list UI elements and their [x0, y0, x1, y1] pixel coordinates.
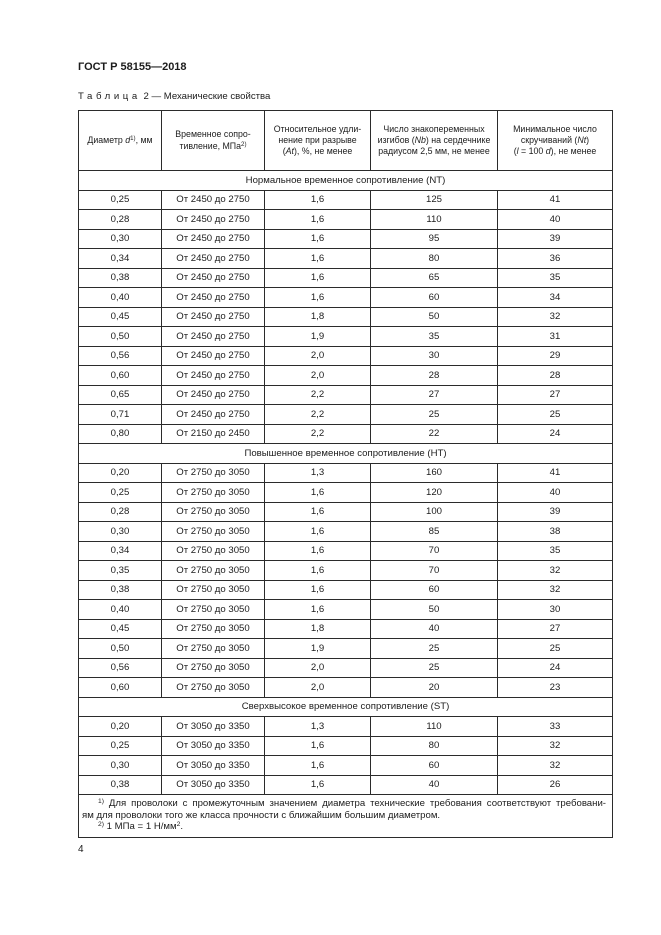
cell-twists: 25: [498, 405, 613, 425]
caption-label: Таблица: [78, 91, 141, 102]
cell-elongation: 1,6: [265, 483, 371, 503]
footnote-ref-2: 2): [241, 140, 247, 148]
header-tensile-strength: [162, 111, 265, 171]
cell-elongation: 1,3: [265, 463, 371, 483]
cell-elongation: 2,2: [265, 424, 371, 444]
cell-elongation: 1,9: [265, 327, 371, 347]
header-text: нение при разрыве: [278, 134, 357, 145]
cell-bends: 40: [371, 619, 498, 639]
cell-bends: 22: [371, 424, 498, 444]
symbol-nt: Nt: [577, 134, 587, 145]
cell-elongation: 2,0: [265, 678, 371, 698]
header-text: ): [586, 134, 590, 145]
cell-tensile-strength: От 2450 до 2750: [162, 327, 265, 347]
header-text: ), не менее: [550, 146, 597, 157]
cell-tensile-strength: От 2450 до 2750: [162, 268, 265, 288]
cell-elongation: 1,6: [265, 190, 371, 210]
cell-elongation: 1,6: [265, 522, 371, 542]
cell-bends: 25: [371, 639, 498, 659]
cell-tensile-strength: От 2750 до 3050: [162, 639, 265, 659]
cell-twists: 27: [498, 385, 613, 405]
cell-bends: 70: [371, 561, 498, 581]
cell-diameter: 0,38: [79, 268, 162, 288]
cell-tensile-strength: От 2750 до 3050: [162, 463, 265, 483]
cell-elongation: 1,6: [265, 502, 371, 522]
cell-tensile-strength: От 2750 до 3050: [162, 483, 265, 503]
cell-elongation: 1,6: [265, 210, 371, 230]
header-text: Число знакопеременных: [383, 123, 485, 134]
cell-elongation: 1,6: [265, 756, 371, 776]
cell-elongation: 1,6: [265, 580, 371, 600]
table-row: [79, 580, 613, 600]
footnote-2: [82, 821, 606, 833]
cell-bends: 160: [371, 463, 498, 483]
cell-diameter: 0,40: [79, 288, 162, 308]
cell-tensile-strength: От 2450 до 2750: [162, 229, 265, 249]
cell-diameter: 0,45: [79, 619, 162, 639]
header-text: изгибов (: [377, 134, 415, 145]
cell-twists: 35: [498, 541, 613, 561]
cell-elongation: 1,8: [265, 619, 371, 639]
header-text: ) на сердечнике: [425, 134, 491, 145]
cell-bends: 35: [371, 327, 498, 347]
footnote-text: 1 МПа = 1 Н/мм: [106, 821, 177, 832]
table-row: [79, 405, 613, 425]
header-text: радиусом 2,5 мм, не менее: [378, 146, 490, 157]
cell-bends: 80: [371, 249, 498, 269]
cell-twists: 41: [498, 190, 613, 210]
table-row: [79, 756, 613, 776]
cell-tensile-strength: От 2750 до 3050: [162, 522, 265, 542]
cell-tensile-strength: От 2450 до 2750: [162, 405, 265, 425]
cell-twists: 39: [498, 502, 613, 522]
cell-tensile-strength: От 2450 до 2750: [162, 366, 265, 386]
cell-elongation: 2,0: [265, 658, 371, 678]
table-body: [79, 171, 613, 795]
cell-tensile-strength: От 2450 до 2750: [162, 190, 265, 210]
header-text: скручиваний (: [520, 134, 578, 145]
cell-tensile-strength: От 2750 до 3050: [162, 561, 265, 581]
cell-elongation: 2,0: [265, 366, 371, 386]
cell-bends: 40: [371, 775, 498, 795]
table-row: [79, 502, 613, 522]
table-row: [79, 346, 613, 366]
cell-diameter: 0,60: [79, 678, 162, 698]
symbol-nb: Nb: [414, 134, 426, 145]
cell-diameter: 0,50: [79, 327, 162, 347]
header-bends: [371, 111, 498, 171]
symbol-d: d: [125, 134, 131, 145]
cell-bends: 27: [371, 385, 498, 405]
group-title: Нормальное временное сопротивление (NT): [79, 171, 613, 191]
cell-elongation: 1,8: [265, 307, 371, 327]
cell-tensile-strength: От 2450 до 2750: [162, 346, 265, 366]
cell-twists: 40: [498, 210, 613, 230]
cell-diameter: 0,45: [79, 307, 162, 327]
table-row: [79, 424, 613, 444]
cell-bends: 100: [371, 502, 498, 522]
table-row: [79, 658, 613, 678]
table-row: [79, 717, 613, 737]
footnote-ref-1: 1): [130, 135, 136, 143]
cell-diameter: 0,28: [79, 210, 162, 230]
cell-diameter: 0,56: [79, 658, 162, 678]
footnote-mark: 2): [98, 820, 104, 828]
header-text: Диаметр: [87, 134, 126, 145]
cell-diameter: 0,30: [79, 229, 162, 249]
group-header-row: [79, 444, 613, 464]
cell-bends: 25: [371, 658, 498, 678]
cell-bends: 50: [371, 600, 498, 620]
cell-bends: 125: [371, 190, 498, 210]
cell-tensile-strength: От 2750 до 3050: [162, 502, 265, 522]
cell-twists: 30: [498, 600, 613, 620]
table-row: [79, 483, 613, 503]
cell-elongation: 1,9: [265, 639, 371, 659]
cell-twists: 29: [498, 346, 613, 366]
header-text: (: [282, 146, 286, 157]
page-number: 4: [78, 844, 84, 855]
cell-twists: 32: [498, 580, 613, 600]
cell-diameter: 0,50: [79, 639, 162, 659]
mechanical-properties-table: [78, 110, 613, 838]
header-elongation: [265, 111, 371, 171]
cell-tensile-strength: От 2750 до 3050: [162, 600, 265, 620]
table-row: [79, 366, 613, 386]
cell-bends: 85: [371, 522, 498, 542]
cell-bends: 95: [371, 229, 498, 249]
cell-diameter: 0,38: [79, 775, 162, 795]
cell-twists: 35: [498, 268, 613, 288]
cell-elongation: 1,6: [265, 600, 371, 620]
table-row: [79, 229, 613, 249]
cell-tensile-strength: От 2450 до 2750: [162, 210, 265, 230]
cell-tensile-strength: От 3050 до 3350: [162, 736, 265, 756]
cell-twists: 40: [498, 483, 613, 503]
cell-tensile-strength: От 2450 до 2750: [162, 288, 265, 308]
cell-bends: 25: [371, 405, 498, 425]
cell-diameter: 0,38: [79, 580, 162, 600]
cell-tensile-strength: От 2750 до 3050: [162, 678, 265, 698]
table-row: [79, 775, 613, 795]
symbol-d: d: [545, 146, 551, 157]
cell-tensile-strength: От 3050 до 3350: [162, 756, 265, 776]
cell-tensile-strength: От 2450 до 2750: [162, 307, 265, 327]
cell-twists: 24: [498, 658, 613, 678]
caption-title: 2 — Механические свойства: [143, 91, 271, 102]
cell-twists: 32: [498, 561, 613, 581]
cell-bends: 110: [371, 210, 498, 230]
cell-tensile-strength: От 2750 до 3050: [162, 541, 265, 561]
cell-diameter: 0,20: [79, 463, 162, 483]
table-row: [79, 288, 613, 308]
group-header-row: [79, 171, 613, 191]
header-diameter: [79, 111, 162, 171]
cell-elongation: 1,6: [265, 229, 371, 249]
cell-diameter: 0,80: [79, 424, 162, 444]
table-row: [79, 327, 613, 347]
cell-twists: 33: [498, 717, 613, 737]
table-row: [79, 268, 613, 288]
cell-elongation: 1,3: [265, 717, 371, 737]
cell-elongation: 2,0: [265, 346, 371, 366]
cell-diameter: 0,34: [79, 541, 162, 561]
cell-elongation: 1,6: [265, 561, 371, 581]
cell-tensile-strength: От 2750 до 3050: [162, 658, 265, 678]
table-row: [79, 210, 613, 230]
cell-bends: 65: [371, 268, 498, 288]
table-row: [79, 619, 613, 639]
cell-tensile-strength: От 2450 до 2750: [162, 249, 265, 269]
cell-elongation: 1,6: [265, 268, 371, 288]
header-text: Минимальное число: [513, 123, 597, 134]
header-twists: [498, 111, 613, 171]
header-text: Временное сопро-: [175, 129, 251, 140]
footnote-1: [82, 798, 606, 810]
cell-twists: 32: [498, 736, 613, 756]
table-header-row: [79, 111, 613, 171]
cell-diameter: 0,28: [79, 502, 162, 522]
cell-twists: 28: [498, 366, 613, 386]
footnote-mark: 1): [98, 797, 104, 805]
cell-diameter: 0,60: [79, 366, 162, 386]
cell-elongation: 1,6: [265, 249, 371, 269]
group-title: Сверхвысокое временное сопротивление (ST): [79, 697, 613, 717]
cell-twists: 32: [498, 307, 613, 327]
cell-tensile-strength: От 2750 до 3050: [162, 580, 265, 600]
table-row: [79, 678, 613, 698]
cell-diameter: 0,30: [79, 756, 162, 776]
cell-diameter: 0,25: [79, 736, 162, 756]
table-row: [79, 600, 613, 620]
table-caption: [78, 92, 270, 102]
unit-power: 2: [176, 820, 181, 828]
cell-diameter: 0,25: [79, 190, 162, 210]
cell-diameter: 0,20: [79, 717, 162, 737]
cell-bends: 80: [371, 736, 498, 756]
cell-twists: 32: [498, 756, 613, 776]
cell-twists: 34: [498, 288, 613, 308]
cell-elongation: 1,6: [265, 541, 371, 561]
footnote-text: Для проволоки с промежуточным значением диаметра технические требования соответствуют требовани-: [108, 798, 606, 809]
cell-elongation: 2,2: [265, 405, 371, 425]
cell-bends: 120: [371, 483, 498, 503]
cell-tensile-strength: От 3050 до 3350: [162, 717, 265, 737]
group-header-row: [79, 697, 613, 717]
header-text: = 100: [518, 146, 546, 157]
table-row: [79, 522, 613, 542]
cell-bends: 50: [371, 307, 498, 327]
cell-bends: 70: [371, 541, 498, 561]
cell-elongation: 1,6: [265, 775, 371, 795]
cell-tensile-strength: От 2750 до 3050: [162, 619, 265, 639]
cell-diameter: 0,56: [79, 346, 162, 366]
table-row: [79, 736, 613, 756]
cell-tensile-strength: От 2450 до 2750: [162, 385, 265, 405]
header-text: , мм: [135, 134, 153, 145]
table-row: [79, 190, 613, 210]
cell-twists: 38: [498, 522, 613, 542]
header-text: Относительное удли-: [273, 123, 362, 134]
cell-bends: 60: [371, 580, 498, 600]
footnotes-row: [79, 795, 613, 838]
footnotes: [79, 795, 613, 838]
cell-elongation: 2,2: [265, 385, 371, 405]
cell-tensile-strength: От 2150 до 2450: [162, 424, 265, 444]
cell-bends: 30: [371, 346, 498, 366]
cell-diameter: 0,30: [79, 522, 162, 542]
cell-diameter: 0,25: [79, 483, 162, 503]
header-text: (: [513, 146, 517, 157]
symbol-l: l: [516, 146, 519, 157]
group-title: Повышенное временное сопротивление (HT): [79, 444, 613, 464]
footnote-1-continuation: ям для проволоки того же класса прочности с ближайшим большим диаметром.: [82, 809, 441, 821]
cell-diameter: 0,71: [79, 405, 162, 425]
cell-elongation: 1,6: [265, 288, 371, 308]
cell-twists: 31: [498, 327, 613, 347]
cell-twists: 36: [498, 249, 613, 269]
table-row: [79, 249, 613, 269]
table-row: [79, 463, 613, 483]
cell-bends: 60: [371, 756, 498, 776]
table-row: [79, 541, 613, 561]
header-text: тивление, МПа: [179, 140, 242, 151]
table-row: [79, 561, 613, 581]
standard-designation: ГОСТ Р 58155—2018: [78, 61, 187, 73]
cell-elongation: 1,6: [265, 736, 371, 756]
cell-twists: 26: [498, 775, 613, 795]
cell-diameter: 0,40: [79, 600, 162, 620]
header-text: ), %, не менее: [293, 146, 353, 157]
cell-bends: 20: [371, 678, 498, 698]
cell-twists: 39: [498, 229, 613, 249]
footnote-text: .: [180, 821, 184, 832]
cell-twists: 25: [498, 639, 613, 659]
cell-twists: 24: [498, 424, 613, 444]
cell-diameter: 0,34: [79, 249, 162, 269]
cell-bends: 60: [371, 288, 498, 308]
cell-bends: 110: [371, 717, 498, 737]
cell-diameter: 0,65: [79, 385, 162, 405]
table-row: [79, 385, 613, 405]
table-row: [79, 307, 613, 327]
table-row: [79, 639, 613, 659]
cell-diameter: 0,35: [79, 561, 162, 581]
cell-twists: 23: [498, 678, 613, 698]
cell-twists: 27: [498, 619, 613, 639]
cell-tensile-strength: От 3050 до 3350: [162, 775, 265, 795]
cell-twists: 41: [498, 463, 613, 483]
symbol-at: At: [285, 146, 294, 157]
cell-bends: 28: [371, 366, 498, 386]
